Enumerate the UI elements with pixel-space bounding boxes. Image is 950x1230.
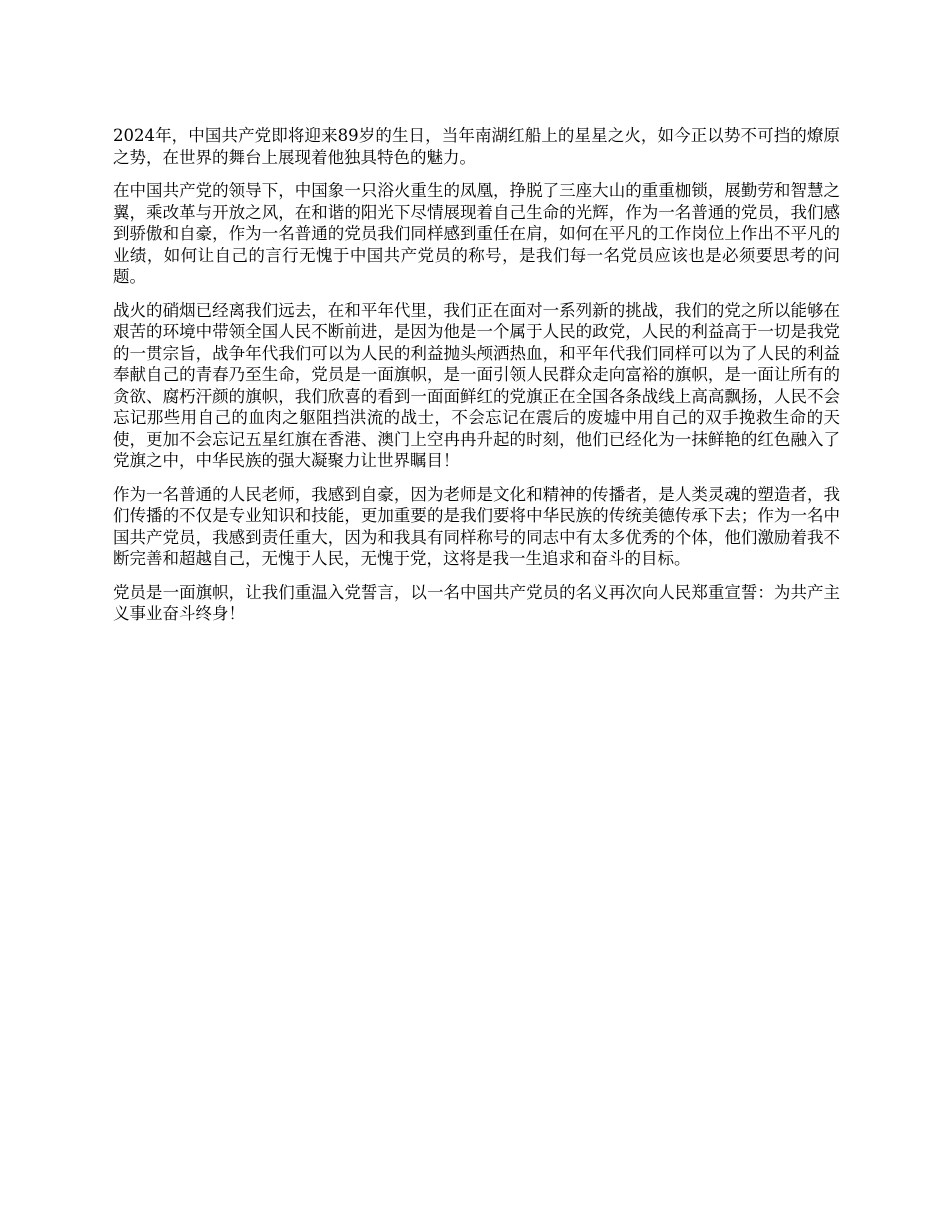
paragraph-2: 在中国共产党的领导下，中国象一只浴火重生的凤凰，挣脱了三座大山的重重枷锁，展勤劳和智慧之翼，乘改革与开放之风，在和谐的阳光下尽情展现着自己生命的光辉，作为一名普通的党员，我们感到骄傲和自豪，作为一名普通的党员我们同样感到重任在肩，如何在平凡的工作岗位上作出不平凡的业绩，如何让自己的言行无愧于中国共产党员的称号，是我们每一名党员应该也是必须要思考的问题。 xyxy=(113,181,840,286)
paragraph-3: 战火的硝烟已经离我们远去，在和平年代里，我们正在面对一系列新的挑战，我们的党之所以能够在艰苦的环境中带领全国人民不断前进，是因为他是一个属于人民的政党，人民的利益高于一切是我党的一贯宗旨，战争年代我们可以为人民的利益抛头颅洒热血，和平年代我们同样可以为了人民的利益奉献自己的青春乃至生命，党员是一面旗帜，是一面引领人民群众走向富裕的旗帜，是一面让所有的贪欲、腐朽汗颜的旗帜，我们欣喜的看到一面面鲜红的党旗正在全国各条战线上高高飘扬，人民不会忘记那些用自己的血肉之躯阻挡洪流的战士，不会忘记在震后的废墟中用自己的双手挽救生命的天使，更加不会忘记五星红旗在香港、澳门上空冉冉升起的时刻，他们已经化为一抹鲜艳的红色融入了党旗之中，中华民族的强大凝聚力让世界瞩目！ xyxy=(113,300,840,470)
paragraph-1: 2024年，中国共产党即将迎来89岁的生日，当年南湖红船上的星星之火，如今正以势不可挡的燎原之势，在世界的舞台上展现着他独具特色的魅力。 xyxy=(113,126,840,167)
document-body xyxy=(113,125,840,637)
paragraph-5: 党员是一面旗帜，让我们重温入党誓言，以一名中国共产党员的名义再次向人民郑重宣誓：为共产主义事业奋斗终身！ xyxy=(113,582,840,623)
paragraph-4: 作为一名普通的人民老师，我感到自豪，因为老师是文化和精神的传播者，是人类灵魂的塑造者，我们传播的不仅是专业知识和技能，更加重要的是我们要将中华民族的传统美德传承下去；作为一名中国共产党员，我感到责任重大，因为和我具有同样称号的同志中有太多优秀的个体，他们激励着我不断完善和超越自己，无愧于人民，无愧于党，这将是我一生追求和奋斗的目标。 xyxy=(113,484,840,568)
